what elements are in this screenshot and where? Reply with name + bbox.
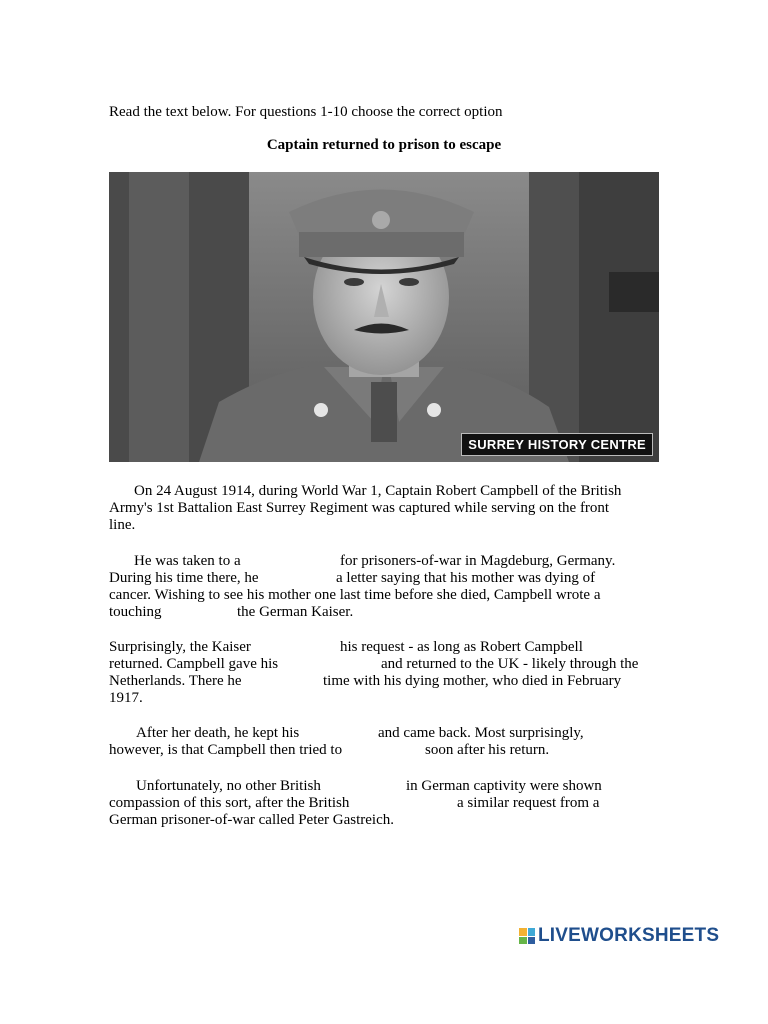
p5-line-1b: in German captivity were shown (406, 778, 602, 794)
p4-line-1a: After her death, he kept his (136, 725, 300, 741)
p2-line-1b: for prisoners-of-war in Magdeburg, Germany. (340, 553, 616, 569)
p3-line-3b: time with his dying mother, who died in February (323, 673, 622, 689)
liveworksheets-logo (519, 924, 719, 948)
liveworksheets-logo-text: LIVEWORKSHEETS (538, 925, 720, 946)
photo-watermark: SURREY HISTORY CENTRE (461, 433, 653, 456)
p1-line-2: Army's 1st Battalion East Surrey Regiment was captured while serving on the front (109, 500, 610, 516)
p1-line-1: On 24 August 1914, during World War 1, Captain Robert Campbell of the British (134, 483, 622, 499)
p2-line-1a: He was taken to a (134, 553, 241, 569)
p3-line-2a: returned. Campbell gave his (109, 656, 279, 672)
p2-line-4b: the German Kaiser. (237, 604, 354, 620)
p4-line-2a: however, is that Campbell then tried to (109, 742, 343, 758)
p3-line-1b: his request - as long as Robert Campbell (340, 639, 583, 655)
p4-line-2b: soon after his return. (425, 742, 550, 758)
p4-line-1b: and came back. Most surprisingly, (378, 725, 584, 741)
captain-photo (109, 172, 659, 462)
p2-line-3: cancer. Wishing to see his mother one last time before she died, Campbell wrote a (109, 587, 601, 603)
p5-line-2a: compassion of this sort, after the British (109, 795, 350, 811)
p5-line-3: German prisoner-of-war called Peter Gastreich. (109, 812, 394, 828)
p3-line-1a: Surprisingly, the Kaiser (109, 639, 251, 655)
p5-line-2b: a similar request from a (457, 795, 600, 811)
instruction-text: Read the text below. For questions 1-10 choose the correct option (109, 104, 503, 120)
p2-line-2b: a letter saying that his mother was dying of (336, 570, 596, 586)
p3-line-3a: Netherlands. There he (109, 673, 242, 689)
captain-portrait-image (109, 172, 659, 462)
p1-line-3: line. (109, 517, 136, 533)
liveworksheets-logo-icon (519, 928, 535, 944)
page-title: Captain returned to prison to escape (266, 137, 502, 153)
p2-line-2a: During his time there, he (109, 570, 259, 586)
p3-line-4: 1917. (109, 690, 143, 706)
p2-line-4a: touching (109, 604, 162, 620)
p5-line-1a: Unfortunately, no other British (136, 778, 321, 794)
p3-line-2b: and returned to the UK - likely through the (381, 656, 639, 672)
